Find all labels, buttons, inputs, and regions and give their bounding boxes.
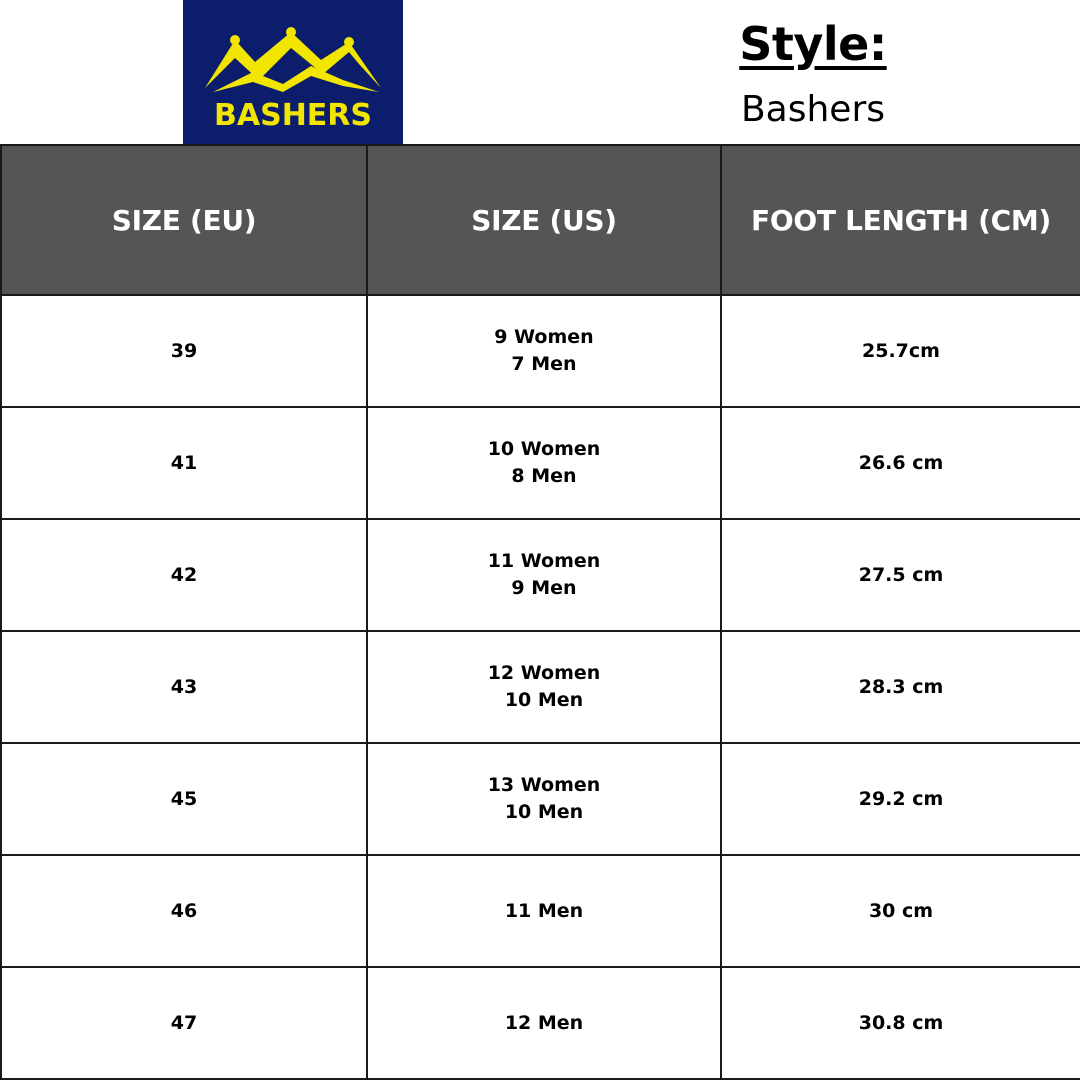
size-us-line: 11 Men [504,899,584,922]
table-header-row [1,145,1080,295]
table-row [1,855,1080,967]
size-us-line: 11 Women [487,550,601,572]
cell-size-eu: 46 [1,855,367,967]
cell-size-us [367,407,721,519]
style-value: Bashers [740,89,886,130]
cell-foot-length: 28.3 cm [721,631,1080,743]
table-row [1,743,1080,855]
cell-size-us [367,519,721,631]
cell-foot-length: 30 cm [721,855,1080,967]
table-row [1,967,1080,1079]
cell-size-eu: 42 [1,519,367,631]
table-row [1,631,1080,743]
size-chart-table [0,144,1080,1080]
table-row [1,519,1080,631]
size-us-line: 9 Women [494,326,594,348]
cell-size-us [367,631,721,743]
cell-foot-length: 26.6 cm [721,407,1080,519]
size-us-line: 9 Men [511,577,577,599]
cell-foot-length: 30.8 cm [721,967,1080,1079]
cell-size-us [367,855,721,967]
size-us-line: 8 Men [511,465,577,487]
cell-size-us [367,967,721,1079]
size-us-line: 10 Men [504,689,584,711]
style-heading: Style: [739,17,887,71]
size-us-line: 10 Men [504,801,584,823]
cell-size-eu: 41 [1,407,367,519]
table-row [1,407,1080,519]
bashers-logo [183,0,403,145]
cell-size-eu: 39 [1,295,367,407]
cell-foot-length: 29.2 cm [721,743,1080,855]
style-block [600,14,1026,134]
cell-size-eu: 43 [1,631,367,743]
cell-size-eu: 47 [1,967,367,1079]
table-body [1,295,1080,1079]
cell-size-us [367,295,721,407]
header-size-us: SIZE (US) [367,145,721,295]
size-us-line: 10 Women [487,438,601,460]
table-row [1,295,1080,407]
size-us-line: 12 Women [487,662,601,684]
logo-text: BASHERS [214,98,372,133]
size-us-line: 7 Men [511,353,577,375]
cell-size-eu: 45 [1,743,367,855]
cell-foot-length: 27.5 cm [721,519,1080,631]
header-foot-length: FOOT LENGTH (CM) [721,145,1080,295]
cell-foot-length: 25.7cm [721,295,1080,407]
size-us-line: 12 Men [504,1011,584,1034]
header-size-eu: SIZE (EU) [1,145,367,295]
mountain-crown-icon [183,0,403,145]
size-us-line: 13 Women [487,774,601,796]
cell-size-us [367,743,721,855]
